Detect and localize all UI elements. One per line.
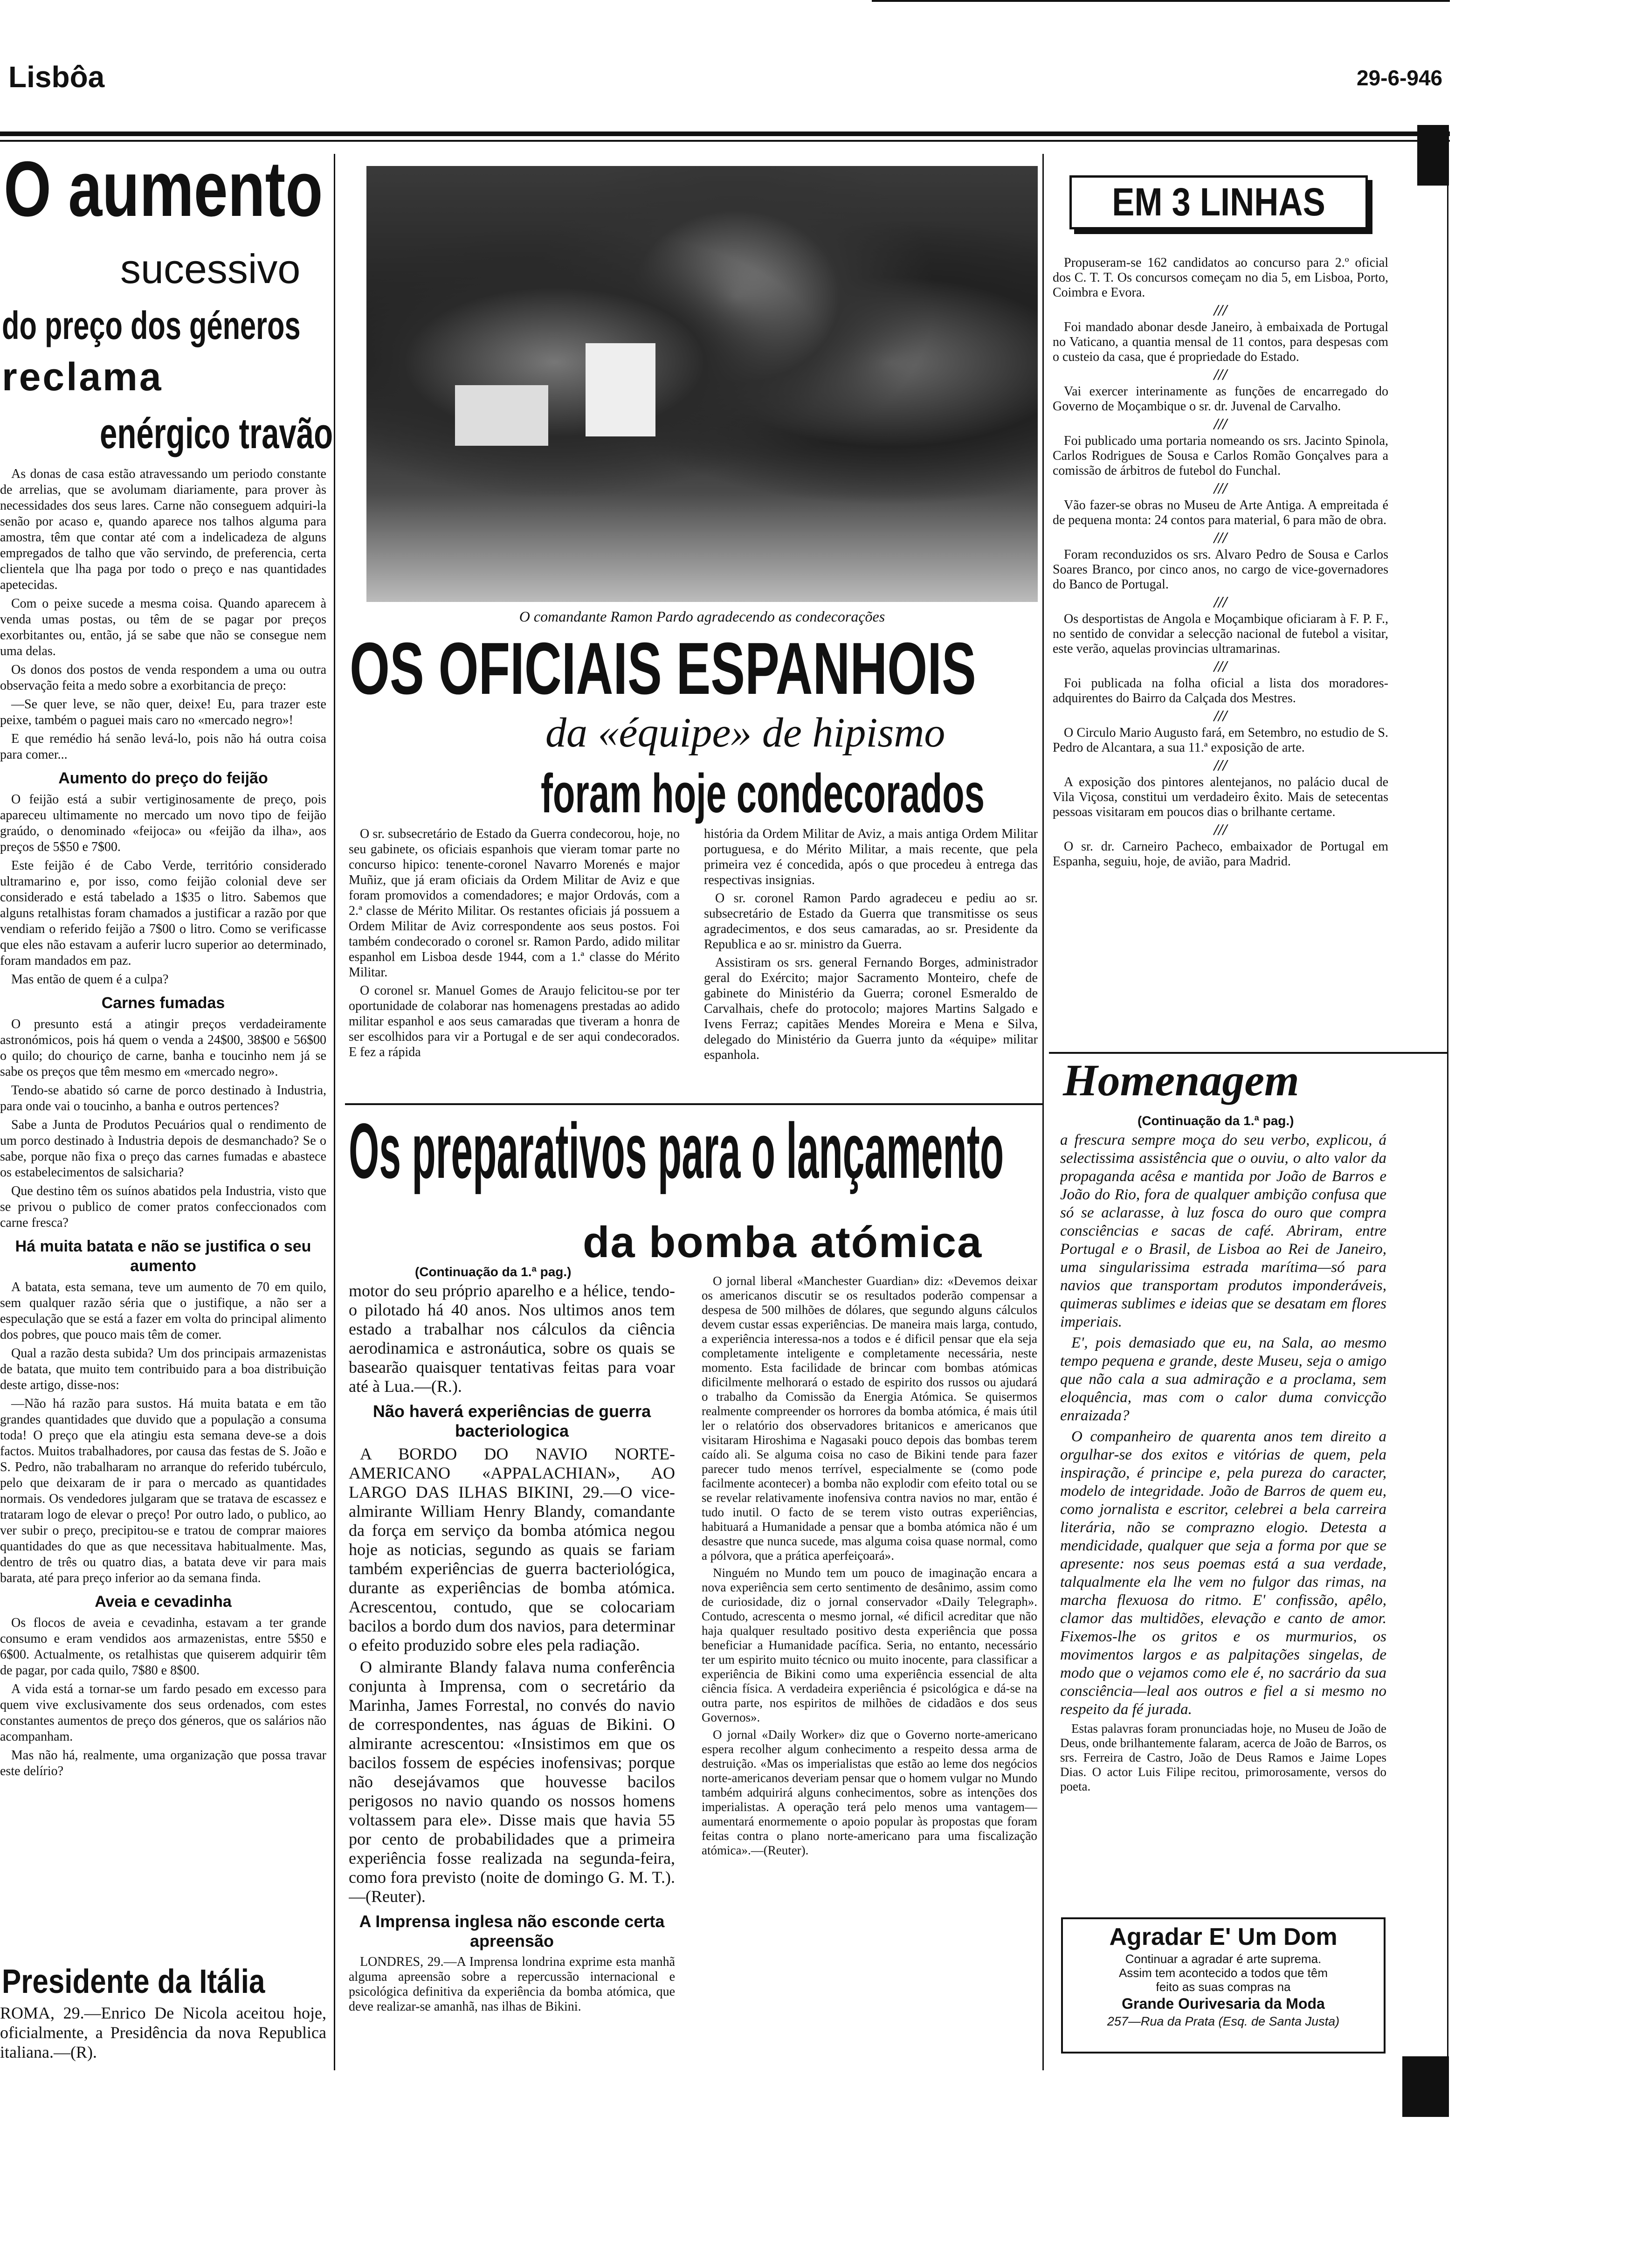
left-paragraph: —Se quer leve, se não quer, deixe! Eu, para trazer este peixe, também o paguei mais caro no «mercado negro»! (0, 697, 326, 727)
brief-separator: /// (1214, 366, 1227, 383)
left-headline-5: enérgico travão (100, 410, 333, 457)
homenagem-paragraph: a frescura sempre moça do seu verbo, explicou, á selectissima assistência que o ouviu, o alto valor da propaganda acêsa e mantida por João de Barros e João do Rio, fora de qualquer ambição confusa que só se aclarasse, à luz fosca do ouro que compra consciências e sacas de café. Abriram, entre Portugal e o Brasil, de Lisboa ao Rei de Janeiro, uma singularissima estrada marítima—só para navios que transportam produtos imponderáveis, quimeras sublimes e ideias que se desatam em flores imperiais. (1060, 1132, 1386, 1330)
photo-document (455, 385, 548, 446)
photo-document (586, 343, 655, 436)
brief-separator: /// (1214, 415, 1227, 433)
masthead-top-line (872, 0, 1450, 2)
homenagem-continuation: (Continuação da 1.ª pag.) (1138, 1113, 1294, 1128)
homenagem-headline: Homenagem (1063, 1055, 1299, 1105)
brief-item: Vai exercer interinamente as funções de encarregado do Governo de Moçambique o sr. dr. Juvenal de Carvalho. (1053, 384, 1388, 414)
center-paragraph: motor do seu próprio aparelho e a hélice, tendo-o pilotado há 40 anos. Nos ultimos anos tem estado a trabalhar nos cálculos da ciência aerodinamica e astronáutica, sobre os quais se basearão quaisquer tentativas feitas para voar até à Lua.—(R.). (349, 1281, 675, 1396)
brief-separator: /// (1214, 707, 1227, 725)
left-paragraph: —Não há razão para sustos. Há muita batata e em tão grandes quantidades que duvido que a população a consuma toda! O preço que ela atingiu esta semana deve-se a dois factos. Muitos trabalhadores, por causa das festas de S. João e S. Pedro, não trabalharam no arranque do referido tubérculo, pelo que deixaram de ir para o mercado as quantidades normais. Os vendedores julgaram que se tratava de escassez e trataram logo de elevar o preço! Por outro lado, o publico, ao ver subir o preço, precipitou-se e tratou de comprar maiores quantidades do que as que necessitava habitualmente. Mas, dentro de três ou quatro dias, a batata deve vir para mais barata, até para preço inferior ao da semana finda. (0, 1397, 326, 1585)
column-rule-right-edge (1447, 154, 1448, 2070)
brief-item: Foi publicada na folha oficial a lista dos moradores-adquirentes do Bairro da Calçada dos Mestres. (1053, 676, 1388, 705)
masthead-rule-bottom (0, 140, 1450, 142)
center-headline-bomb-1: Os preparativos para o lançamento (349, 1107, 1004, 1195)
ad-shop-name: Grande Ourivesaria da Moda (1122, 1995, 1325, 2012)
left-headline-4: reclama (2, 355, 163, 399)
bomb-subhead: A Imprensa inglesa não esconde certa apreensão (359, 1912, 665, 1950)
brief-separator: /// (1214, 821, 1227, 838)
brief-item: Os desportistas de Angola e Moçambique oficiaram à F. P. F., no sentido de convidar a selecção nacional de futebol a visitar, este verão, aquelas provincias ultramarinas. (1053, 612, 1388, 656)
left-paragraph: Com o peixe sucede a mesma coisa. Quando aparecem à venda umas postas, ou têm de se pagar por preços exorbitantes ou, então, já se sabe que não se consegue nem uma delas. (0, 596, 326, 658)
left-paragraph: As donas de casa estão atravessando um periodo constante de arrelias, que se avolumam diariamente, para prover às necessidades dos seus lares. Carne não conseguem adquiri-la senão por acaso e, quando aparece nos talhos alguma para amostra, têm que contar até com a indelicadeza de alguns empregados de talho que vão servindo, de preferencia, certa clientela que lha paga por todo o preço e nas quantidades apetecidas. (0, 467, 326, 592)
left-headline-3: do preço dos géneros (2, 304, 301, 347)
left-paragraph: Os donos dos postos de venda respondem a uma ou outra observação feita a medo sobre a exorbitancia de preço: (0, 663, 326, 693)
brief-item: O sr. dr. Carneiro Pacheco, embaixador de Portugal em Espanha, seguiu, hoje, de avião, para Madrid. (1053, 839, 1388, 869)
left-paragraph: O presunto está a atingir preços verdadeiramente astronómicos, pois há quem o venda a 24$00, 38$00 e 56$00 o quilo; do chouriço de carne, banha e toucinho nem já se sabe os preços que têm mesmo em «mercado negro». (0, 1017, 326, 1079)
em-3-linhas-title: EM 3 LINHAS (1112, 180, 1325, 224)
left-paragraph: Mas não há, realmente, uma organização que possa travar este delírio? (0, 1748, 326, 1778)
brief-item: O Circulo Mario Augusto fará, em Setembro, no estudio de S. Pedro de Alcantara, a sua 11.ª exposição de arte. (1053, 726, 1388, 755)
left-paragraph: Este feijão é de Cabo Verde, território considerado ultramarino e, por isso, como feijão colonial deve ser considerado e está tabelado a 1$35 o litro. Sabemos que alguns retalhistas foram chamados a justificar a razão por que vendiam o referido feijão a 7$00 o litro. Como se verificasse que eles não estavam a auferir lucro superior ao determinado, foram mandados em paz. (0, 858, 326, 968)
right-divider (1049, 1052, 1447, 1054)
ad-line: feito as suas compras na (1156, 1980, 1291, 1994)
center-divider (345, 1103, 1042, 1105)
homenagem-paragraph: E', pois demasiado que eu, na Sala, ao mesmo tempo pequena e grande, deste Museu, seja o amigo que não cala a sua admiração e a proclama, sem eloquência, mas com o calor duma convicção enraizada? (1060, 1335, 1386, 1424)
right-edge-marker (1402, 2056, 1449, 2117)
left-paragraph: ROMA, 29.—Enrico De Nicola aceitou hoje, oficialmente, a Presidência da nova Republica italiana.—(R). (0, 2004, 326, 2061)
center-paragraph: O jornal «Daily Worker» diz que o Governo norte-americano espera recolher algum conhecimento a respeito dessa arma de destruição. «Mas os imperialistas que estão ao leme dos negócios norte-americanos deveriam pensar que o homem vulgar no Mundo também adquirirá alguns conhecimentos, sobre as intenções dos imperialistas. A operação terá pelo menos uma vantagem—aumentará enormemente o apoio popular às propostas que foram feitas contra o plano norte-americano para uma fiscalização atómica».—(Reuter). (702, 1728, 1037, 1857)
brief-item: Foi publicado uma portaria nomeando os srs. Jacinto Spinola, Carlos Rodrigues de Sousa e Carlos Romão Gonçalves para a comissão de árbitros de futebol do Funchal. (1053, 434, 1388, 478)
jewelry-advertisement (1061, 1917, 1386, 2054)
ad-line: Assim tem acontecido a todos que têm (1118, 1966, 1328, 1980)
spanish-officers-col-1 (349, 826, 680, 1099)
left-paragraph: Qual a razão desta subida? Um dos principais armazenistas de batata, que muito tem contribuido para a boa distribuição deste artigo, disse-nos: (0, 1346, 326, 1392)
left-subhead: Há muita batata e não se justifica o seu aumento (15, 1238, 311, 1275)
ad-line: Continuar a agradar é arte suprema. (1125, 1952, 1322, 1966)
left-paragraph: E que remédio há senão levá-lo, pois não há outra coisa para comer... (0, 732, 326, 762)
center-headline-3: foram hoje condecorados (541, 763, 985, 824)
left-paragraph: Sabe a Junta de Produtos Pecuários qual o rendimento de um porco destinado à Industria depois de desmanchado? Se o sabe, porque não fixa o preço das carnes fumadas e abastece os estabelecimentos de salsicharia? (0, 1118, 326, 1180)
masthead-city: Lisbôa (8, 60, 105, 94)
left-article-column (0, 466, 326, 2038)
center-paragraph: história da Ordem Militar de Aviz, a mais antiga Ordem Militar portuguesa, e do Mérito Militar, a mais recente, que pela primeira vez é concedida, após o que procedeu à entrega das respectivas insignias. (704, 827, 1038, 887)
spanish-officers-col-2 (704, 826, 1038, 1099)
masthead-rule-top (0, 131, 1450, 136)
ad-title: Agradar E' Um Dom (1109, 1923, 1338, 1950)
center-headline-1: OS OFICIAIS ESPANHOIS (350, 628, 976, 710)
photo-caption: O comandante Ramon Pardo agradecendo as condecorações (519, 608, 885, 625)
left-paragraph: Mas então de quem é a culpa? (11, 972, 169, 987)
center-paragraph: O sr. coronel Ramon Pardo agradeceu e pediu ao sr. subsecretário de Estado da Guerra que transmitisse os seus agradecimentos, e dos seus camaradas, ao sr. Presidente da Republica e ao sr. ministro da Guerra. (704, 891, 1038, 952)
bomb-continuation: (Continuação da 1.ª pag.) (415, 1265, 572, 1279)
homenagem-paragraph: O companheiro de quarenta anos tem direito a orgulhar-se dos exitos e vitórias de quem, pela inspiração, é principe e, pela pureza do caracter, modelo de integridade. João de Barros de quem eu, como jornalista e escritor, celebrei a bela carreira literária, não se comprazno elogio. Detesta a mendicidade, qualquer que seja a forma por que se apresente: nos seus poemas está a sua verdade, talqualmente ela lhe vem no fulgor das rimas, na marcha flexuosa do ritmo. E' confissão, apêlo, clamor das multidões, elevação e canto de amor. Fixemos-lhe os gritos e os murmurios, os movimentos largos e as palpitações singelas, de modo que o vejamos como ele é, no sacrário da sua consciência—leal aos outros e fiel a si mesmo no respeito da fé jurada. (1060, 1428, 1386, 1718)
brief-separator: /// (1214, 302, 1227, 319)
brief-item: A exposição dos pintores alentejanos, no palácio ducal de Vila Viçosa, constitui um verdadeiro êxito. Mais de setecentas pessoas visitaram em poucos dias o brilhante certame. (1053, 775, 1388, 819)
brief-item: Vão fazer-se obras no Museu de Arte Antiga. A empreitada é de pequena monta: 24 contos para material, 6 para mão de obra. (1053, 498, 1388, 527)
left-paragraph: O feijão está a subir vertiginosamente de preço, pois apareceu ultimamente no mercado um novo tipo de feijão graúdo, o denominado «feijoca» ou «feijão da ilha», aos preços de 5$50 e 7$00. (0, 792, 326, 854)
em-3-linhas-box (1069, 175, 1368, 229)
left-subhead: Aumento do preço do feijão (58, 769, 268, 787)
bomb-subhead: Não haverá experiências de guerra bacteriologica (372, 1402, 651, 1440)
left-headline-italy: Presidente da Itália (2, 1963, 265, 2000)
brief-separator: /// (1214, 480, 1227, 497)
left-paragraph: Tendo-se abatido só carne de porco destinado à Industria, para onde vai o toucinho, a banha e outros pertences? (0, 1083, 326, 1113)
homenagem-paragraph: Estas palavras foram pronunciadas hoje, no Museu de João de Deus, onde brilhantemente falaram, acerca de João de Barros, os srs. Ferreira de Castro, João de Deus Ramos e Jaime Lopes Dias. O actor Luis Filipe recitou, primorosamente, versos do poeta. (1060, 1722, 1386, 1793)
brief-separator: /// (1214, 658, 1227, 675)
homenagem-text (1060, 1131, 1386, 1915)
left-headline-2: sucessivo (120, 246, 301, 292)
column-rule-left (334, 154, 335, 2070)
masthead-date: 29-6-946 (1357, 66, 1443, 90)
em-3-linhas-list (1053, 256, 1388, 1048)
news-photo (366, 166, 1038, 602)
center-paragraph: O jornal liberal «Manchester Guardian» diz: «Devemos deixar os americanos discutir se os resultados poderão compensar a despesa de 500 milhões de dólares, que segundo alguns cálculos devem custar essas experiências. De maneira mais larga, contudo, a experiência interessa-nos a todos e é dificil pensar que ela seja completamente inteligente e completamente necessária, neste momento. Esta facilidade de brincar com bombas atómicas dificilmente melhorará o estado de espirito dos russos ou ajudará o trabalho da Comissão da Energia Atómica. Se quisermos realmente compreender os horrores da bomba atómica, é mais útil ler o relatório dos observadores britanicos e americanos que visitaram Hiroshima e Nagasaki pouco depois das bombas terem caído ali. Se alguma coisa no caso de Bikini tende para fazer parecer tudo menos terrível, especialmente se (como pode facilmente acontecer) a bomba não explodir com efeito total ou se se revelar relativamente inofensiva contra navios no mar, então é tudo inutil. O facto de se terem visto outras experiências, habituará a Humanidade a pensar que a bomba atómica não é um desastre que nunca sucede, mas alguma coisa quase normal, como a pólvora, que a prática aperfeiçoará». (702, 1274, 1037, 1563)
center-headline-bomb-2: da bomba atómica (583, 1217, 983, 1266)
bomb-col-2 (702, 1274, 1037, 2046)
brief-item: Foram reconduzidos os srs. Alvaro Pedro de Sousa e Carlos Soares Branco, por cinco anos, no cargo de vice-governadores do Banco de Portugal. (1053, 547, 1388, 592)
center-paragraph: O sr. subsecretário de Estado da Guerra condecorou, hoje, no seu gabinete, os oficiais espanhois que vieram tomar parte no concurso hipico: tenente-coronel Navarro Morenés e major Muñiz, que já eram oficiais da Ordem Militar de Aviz e que foram promovidos a comendadores; e major Ordovás, com a 2.ª classe de Mérito Militar. Os restantes oficiais já possuem a Ordem Militar de Aviz correspondente aos seus postos. Foi também condecorado o coronel sr. Ramon Pardo, adido militar espanhol em Lisboa desde 1944, com a 1.ª classe do Mérito Militar. (349, 827, 680, 980)
left-paragraph: A batata, esta semana, teve um aumento de 70 em quilo, sem qualquer razão séria que o justifique, a não ser a especulação que se está a fazer em volta do principal alimento dos pobres, que pouco mais têm de comer. (0, 1280, 326, 1342)
left-paragraph: A vida está a tornar-se um fardo pesado em excesso para quem vive exclusivamente dos seus ordenados, com estes constantes aumentos de preço dos géneros, que os salários não acompanham. (0, 1682, 326, 1744)
left-subhead: Carnes fumadas (101, 994, 225, 1012)
center-paragraph: Assistiram os srs. general Fernando Borges, administrador geral do Exército; major Sacramento Monteiro, chefe de gabinete do Ministério da Guerra; coronel Esmeraldo de Carvalhais, chefe do protocolo; majores Martins Salgado e Ivens Ferraz; capitães Mendes Moreira e Mena e Silva, delegado do Ministério da Guerra junto da «équipe» militar espanhola. (704, 955, 1038, 1062)
center-paragraph: LONDRES, 29.—A Imprensa londrina exprime esta manhã alguma apreensão sobre a repercussão internacional e psicológica definitiva da experiência da bomba atómica, que deve realizar-se amanhã, nas ilhas de Bikini. (349, 1955, 675, 2014)
bomb-col-1 (349, 1281, 675, 2046)
brief-separator: /// (1214, 757, 1227, 774)
center-headline-2: da «équipe» de hipismo (545, 710, 945, 756)
brief-separator: /// (1214, 594, 1227, 611)
ad-address: 257—Rua da Prata (Esq. de Santa Justa) (1107, 2014, 1340, 2028)
left-paragraph: Que destino têm os suínos abatidos pela Industria, visto que se privou o publico de comer pratos confeccionados com carne fresca? (0, 1184, 326, 1230)
left-headline-1: O aumento (4, 145, 323, 233)
left-subhead: Aveia e cevadinha (95, 1593, 232, 1611)
left-italy-column (0, 2003, 326, 2065)
left-paragraph: Os flocos de aveia e cevadinha, estavam a ter grande consumo e eram vendidos aos armazenistas, entre 5$50 e 6$00. Actualmente, os retalhistas que quiserem adquirir têm de pagar, por cada quilo, 7$80 e 8$00. (0, 1616, 326, 1678)
center-paragraph: O almirante Blandy falava numa conferência conjunta à Imprensa, com o secretário da Marinha, James Forrestal, no convés do navio de correspondentes, nas águas de Bikini. O almirante acrescentou: «Insistimos em que os bacilos fossem de espécies inofensivas; porque não desejávamos que houvesse bacilos perigosos no navio quando os nossos homens voltassem para ele». Disse mais que havia 55 por cento de probabilidades que a primeira experiência fosse realizada na segunda-feira, como fora previsto (noite de domingo G. M. T.).—(Reuter). (349, 1658, 675, 1906)
brief-separator: /// (1214, 529, 1227, 546)
brief-item: Foi mandado abonar desde Janeiro, à embaixada de Portugal no Vaticano, a quantia mensal de 11 contos, para despesas com o custeio da casa, que é propriedade do Estado. (1053, 320, 1388, 364)
center-paragraph: O coronel sr. Manuel Gomes de Araujo felicitou-se por ter oportunidade de colaborar nas homenagens prestadas ao adido militar espanhol e aos seus camaradas que tiveram a honra de ser escolhidos para vir a Portugal e de ser aqui condecorados. E fez a rápida (349, 983, 680, 1059)
column-rule-right (1042, 154, 1044, 2070)
center-paragraph: A BORDO DO NAVIO NORTE-AMERICANO «APPALACHIAN», AO LARGO DAS ILHAS BIKINI, 29.—O vice-almirante William Henry Blandy, comandante da força em serviço da bomba atómica negou hoje as noticias, segundo as quais se fariam também experiências de guerra bacteriológica, durante as experiências de bomba atómica. Acrescentou, contudo, que se colocariam bacilos a bordo dum dos navios, para determinar o efeito produzido sobre eles pela radiação. (349, 1445, 675, 1654)
brief-item: Propuseram-se 162 candidatos ao concurso para 2.º oficial dos C. T. T. Os concursos começam no dia 5, em Lisboa, Porto, Coimbra e Evora. (1053, 256, 1388, 300)
center-paragraph: Ninguém no Mundo tem um pouco de imaginação encara a nova experiência sem certo sentimento de desânimo, assim como de curiosidade, diz o jornal conservador «Daily Telegraph». Contudo, acrescenta o mesmo jornal, «é dificil acreditar que não haja qualquer resultado positivo desta experiência que possa beneficiar a Humanidade pacífica. Seria, no entanto, necessário ter um espirito muito técnico ou muito inocente, para classificar a experiência de Bikini como uma experiência essencial de alta ciência física. A verdadeira experiência é psicológica e dá-se na outra parte, nos espiritos de milhões de cidadãos e dos seus Governos». (702, 1566, 1037, 1724)
